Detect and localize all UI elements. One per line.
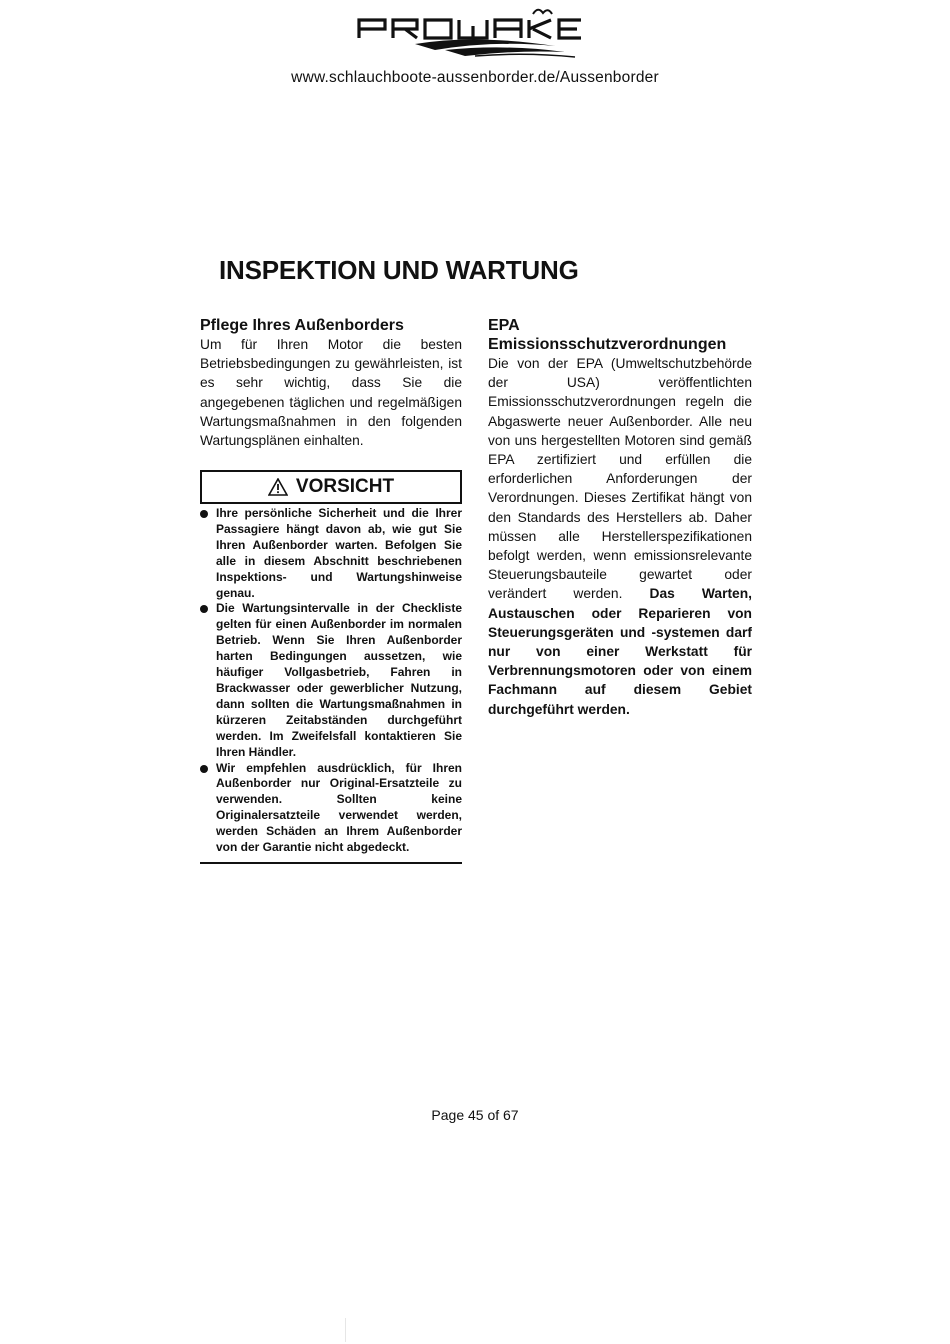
epa-text-block — [488, 354, 752, 719]
warning-list — [200, 506, 462, 856]
warning-item-text: Die Wartungsintervalle in der Checkliste gelten für einen Außenborder im normalen Betrieb. Wenn Sie Ihren Außenborder harten Bedingungen aussetzen, wie häufiger Vollgasbetrieb, Fahren in Brackwasser oder gewerblicher Nutzung, dann sollten die Wartungsmaßnahmen in kürzeren Zeitabständen durchgeführt werden. Im Zweifelsfall kontaktieren Sie Ihren Händler. — [216, 601, 462, 759]
page-number: Page 45 of 67 — [431, 1107, 519, 1123]
epa-heading-line1: EPA — [488, 317, 520, 334]
warning-bottom-rule — [200, 862, 462, 864]
warning-label: VORSICHT — [295, 476, 395, 497]
divider — [345, 1318, 346, 1342]
warning-item-text: Ihre persönliche Sicherheit und die Ihrer Passagiere hängt davon ab, wie gut Sie Ihren Außenborder warten. Befolgen Sie alle in diesem Abschnitt beschriebenen Inspektions- und Wartungshinweise genau. — [216, 506, 462, 600]
care-section — [200, 316, 462, 450]
warning-item — [200, 761, 462, 856]
warning-item-text: Wir empfehlen ausdrücklich, für Ihren Außenborder nur Original-Ersatzteile zu verwenden. Sollten keine Originalersatzteile verwendet werden, werden Schäden an Ihrem Außenborder von der Garantie nicht abgedeckt. — [216, 760, 462, 855]
bullet-icon — [200, 765, 208, 773]
epa-heading-line2: Emissionsschutzverordnungen — [488, 336, 727, 353]
epa-section — [488, 316, 752, 719]
page-title: INSPEKTION UND WARTUNG — [219, 255, 579, 285]
warning-item — [200, 601, 462, 760]
bullet-icon — [200, 510, 208, 518]
warning-item — [200, 506, 462, 601]
care-text: Um für Ihren Motor die besten Betriebsbedingungen zu gewährleisten, ist es sehr wichtig, dass Sie die angegebenen täglichen und regelmäßigen Wartungsmaßnahmen in den folgenden Wartungsplänen einhalten. — [200, 337, 462, 449]
care-heading: Pflege Ihres Außenborders — [200, 317, 404, 334]
epa-bold-text: Das Warten, Austauschen oder Reparieren von Steuerungsgeräten und -systemen darf nur von einer Werkstatt für Verbrennungsmotoren oder von einem Fachmann auf diesem Gebiet durchgeführt werden. — [488, 586, 752, 717]
bullet-icon — [200, 605, 208, 613]
prowake-logo — [355, 4, 590, 60]
epa-text: Die von der EPA (Umweltschutzbehörde der USA) veröffentlichten Emissionsschutzverordnungen regeln die Abgaswerte neuer Außenborder. Alle neu von uns hergestellten Motoren sind gemäß EPA zertifiziert und erfüllen die erforderlichen Anforderungen der Verordnungen. Dieses Zertifikat hängt von den Standards des Herstellers ab. Daher müssen alle Herstellerspezifikationen befolgt werden, wenn emissionsrelevante Steuerungsbauteile gewartet oder verändert werden. — [488, 356, 752, 602]
site-url: www.schlauchboote-aussenborder.de/Aussenborder — [291, 69, 659, 86]
warning-triangle-icon — [268, 478, 288, 496]
warning-header — [200, 470, 462, 504]
